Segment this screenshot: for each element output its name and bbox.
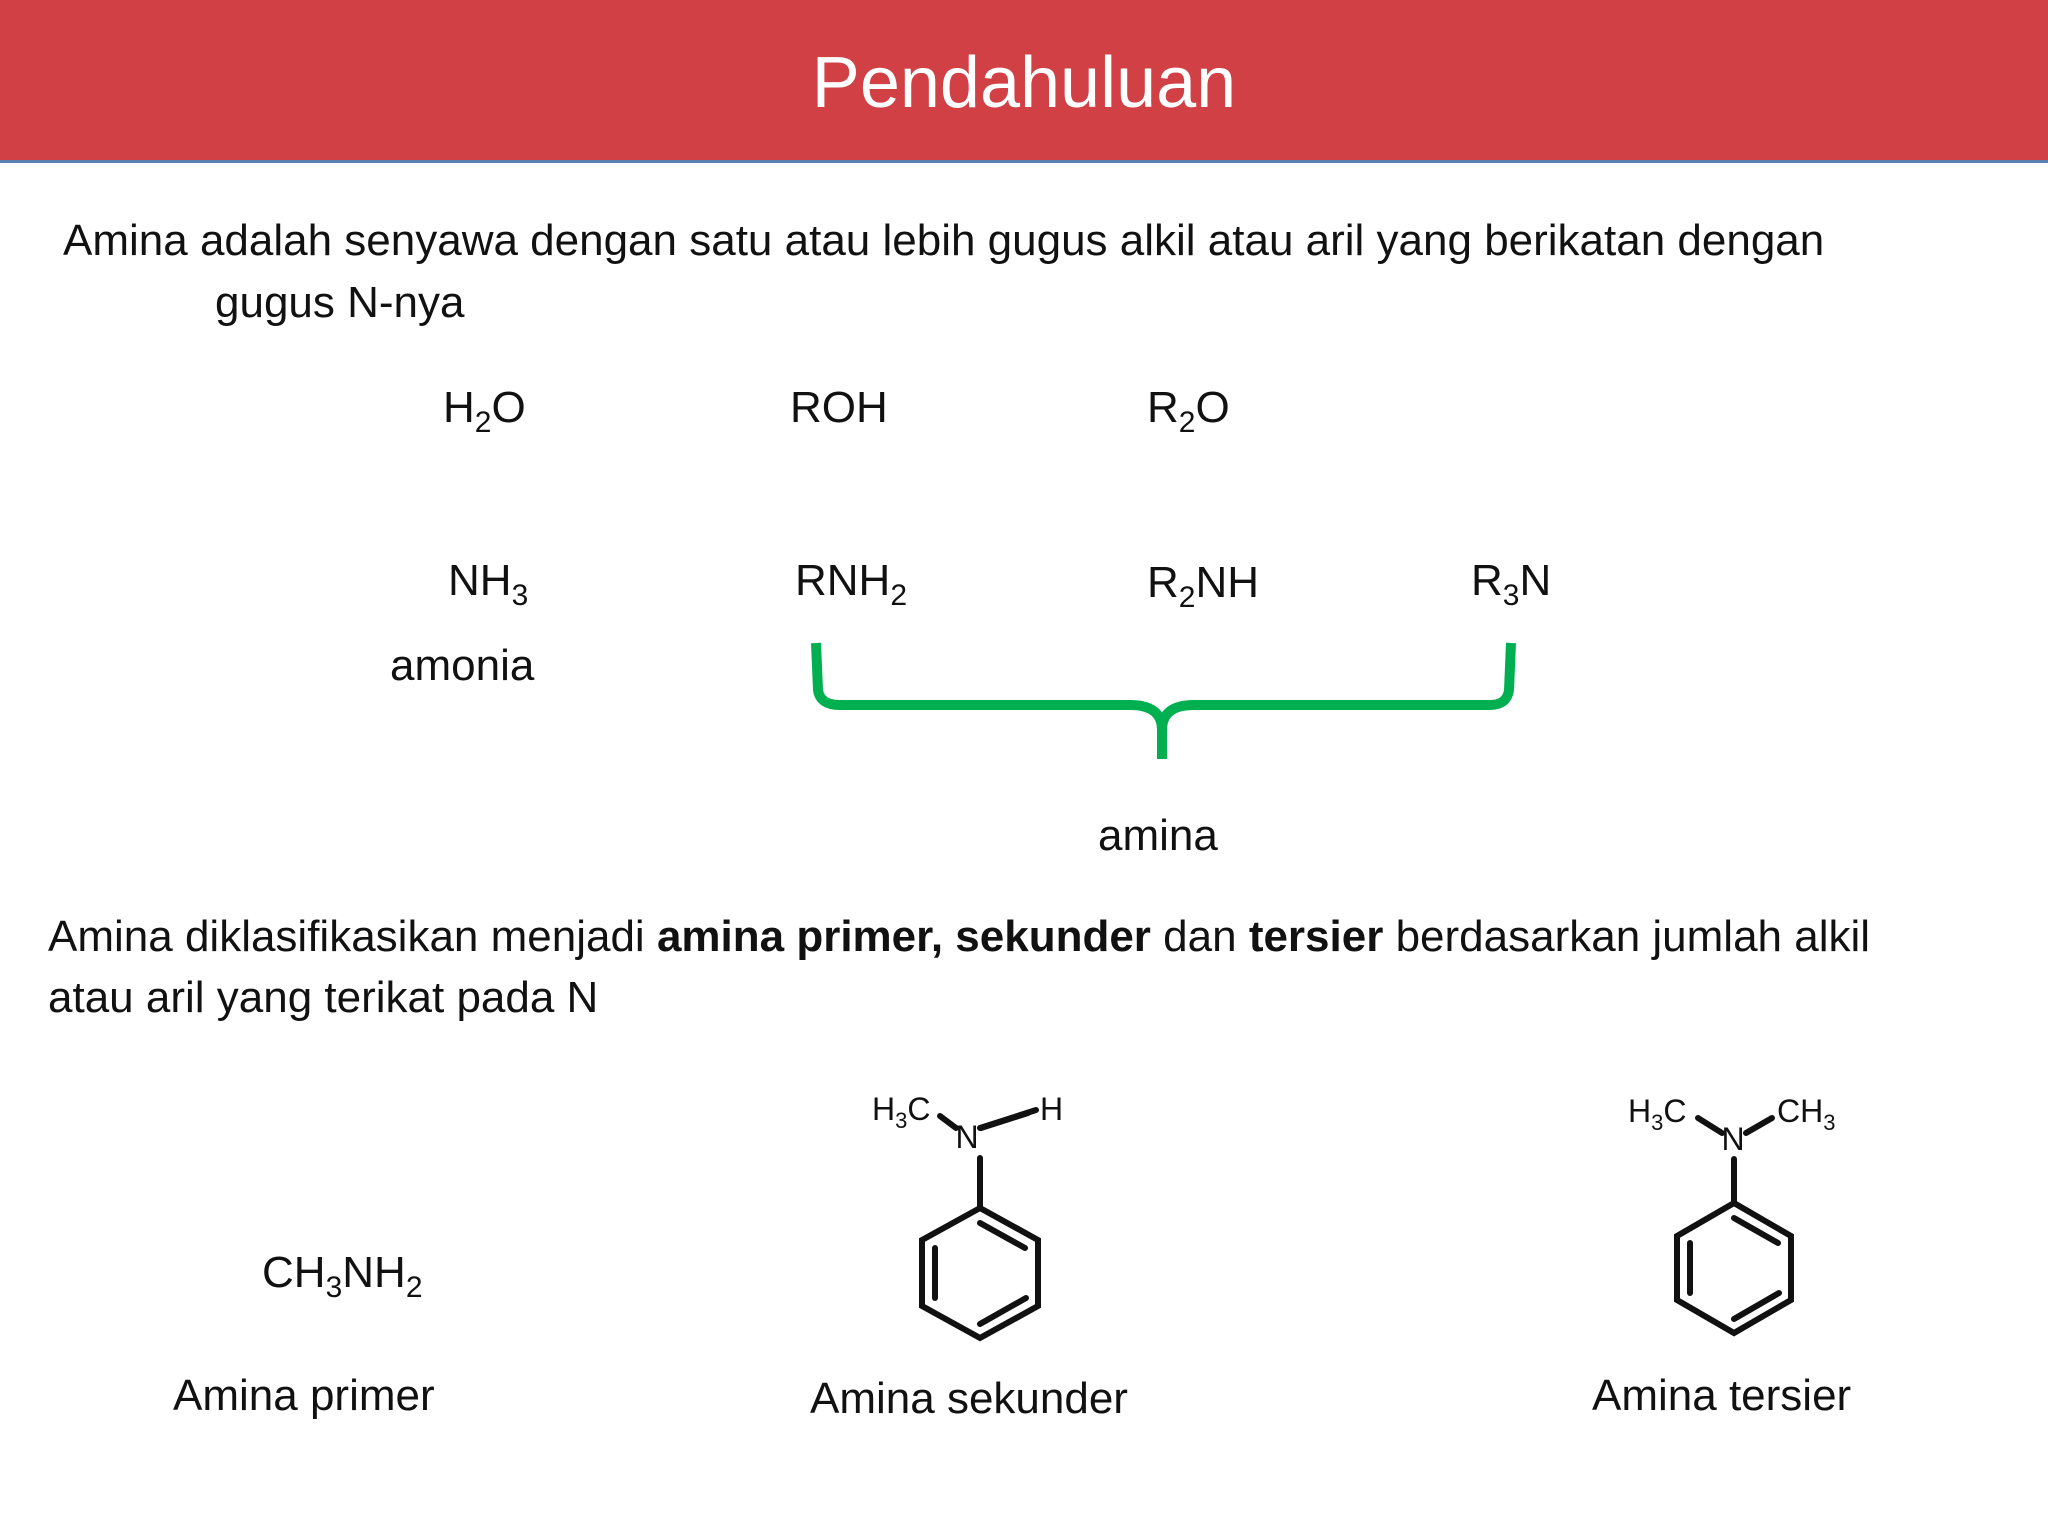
- formula-water: $H_2O$: [443, 383, 526, 439]
- formula-secondary-amine: $R_2NH$: [1147, 558, 1260, 614]
- label-secondary-amine: Amina sekunder: [810, 1374, 1128, 1423]
- label-amine: amina: [1098, 811, 1218, 860]
- label-tertiary-amine: Amina tersier: [1592, 1371, 1852, 1420]
- slide-title: Pendahuluan: [811, 43, 1237, 123]
- brace-amine-group: [800, 635, 1520, 765]
- formula-alcohol: ROH: [790, 383, 888, 432]
- formula-tertiary-amine: $R_3N$: [1471, 556, 1552, 612]
- svg-text:N: N: [1721, 1121, 1745, 1157]
- classification-line-1: Amina diklasifikasikan menjadi amina primer, sekunder dan tersier berdasarkan jumlah alkil: [48, 912, 1871, 961]
- intro-line-1: Amina adalah senyawa dengan satu atau lebih gugus alkil atau aril yang berikatan dengan: [63, 216, 1825, 265]
- structure-tertiary-amine: [1620, 1085, 1860, 1355]
- svg-text:H3C: $H_3C$: [1628, 1093, 1687, 1135]
- svg-text:H3C: $H_3C$: [872, 1091, 931, 1133]
- formula-methylamine: $CH_3NH_2$: [262, 1248, 423, 1304]
- formula-ether: $R_2O$: [1147, 383, 1230, 439]
- svg-text:H: H: [1040, 1091, 1064, 1127]
- svg-text:CH3: $CH_3$: [1777, 1093, 1836, 1135]
- intro-line-2: gugus N-nya: [215, 278, 465, 327]
- svg-text:N: N: [955, 1119, 979, 1155]
- formula-ammonia: $NH_3$: [448, 556, 529, 612]
- label-primary-amine: Amina primer: [173, 1371, 435, 1420]
- label-ammonia: amonia: [390, 641, 535, 690]
- header-bar: [0, 0, 2048, 163]
- formula-primary-amine: $RNH_2$: [795, 556, 908, 612]
- classification-line-2: atau aril yang terikat pada N: [48, 973, 599, 1022]
- structure-secondary-amine: [860, 1080, 1100, 1360]
